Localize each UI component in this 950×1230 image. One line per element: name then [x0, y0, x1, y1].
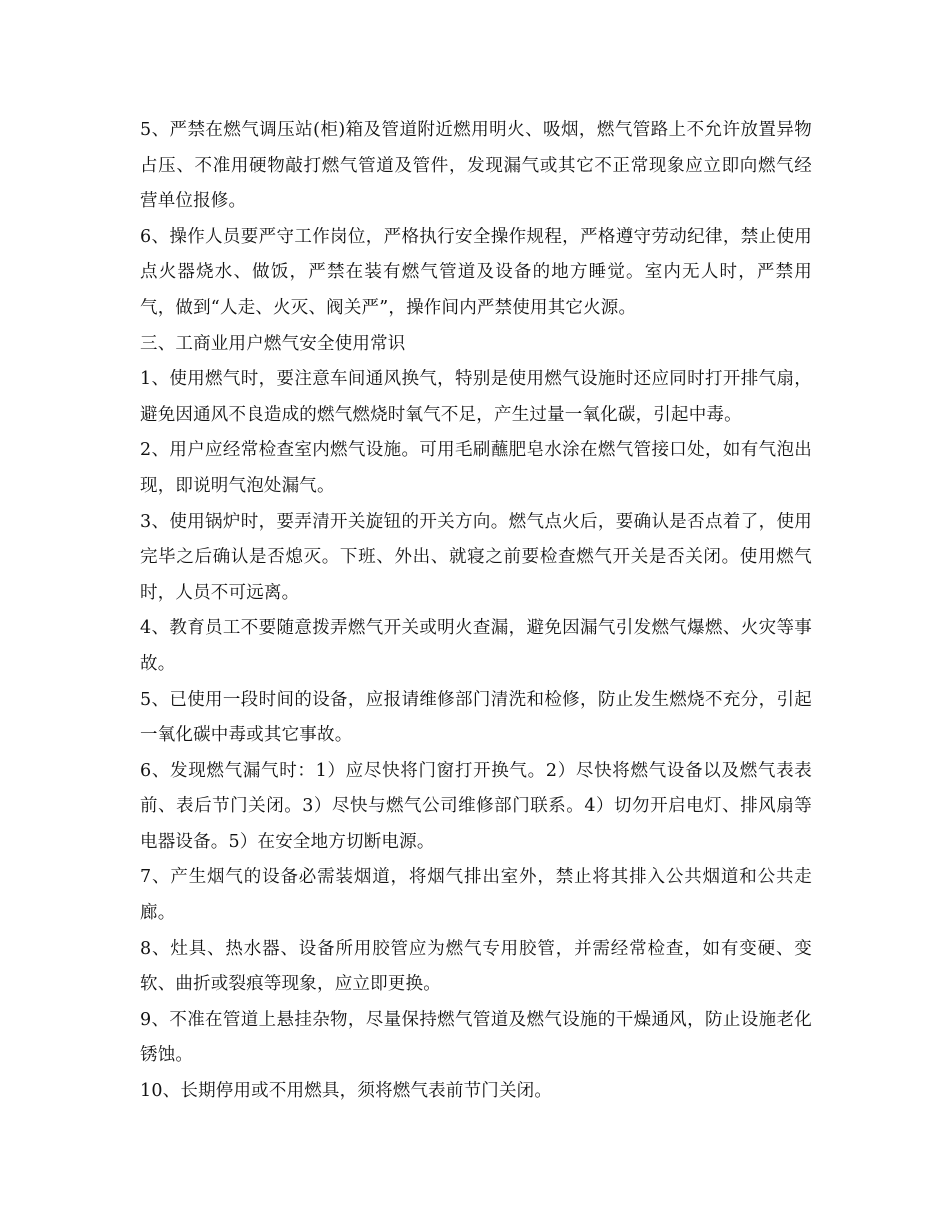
paragraph-item-9-no-hanging: 9、不准在管道上悬挂杂物，尽量保持燃气管道及燃气设施的干燥通风，防止设施老化锈蚀。 [140, 1009, 812, 1066]
paragraph-item-4-staff-education: 4、教育员工不要随意拨弄燃气开关或明火查漏，避免因漏气引发燃气爆燃、火灾等事故。 [140, 618, 812, 674]
paragraph-item-7-flue: 7、产生烟气的设备必需装烟道，将烟气排出室外，禁止将其排入公共烟道和公共走廊。 [140, 867, 812, 924]
paragraph-item-6-operator-duty: 6、操作人员要严守工作岗位，严格执行安全操作规程，严格遵守劳动纪律，禁止使用点火器烧水、做饭，严禁在装有燃气管道及设备的地方睡觉。室内无人时，严禁用气，做到“人走、火灭、阀关严”，操作间内严禁使用其它火源。 [140, 226, 812, 318]
paragraph-item-5-prohibit-open-flame: 5、严禁在燃气调压站(柜)箱及管道附近燃用明火、吸烟，燃气管路上不允许放置异物占压、不准用硬物敲打燃气管道及管件，发现漏气或其它不正常现象应立即向燃气经营单位报修。 [140, 120, 812, 212]
paragraph-item-5-maintenance: 5、已使用一段时间的设备，应报请维修部门清洗和检修，防止发生燃烧不充分，引起一氧化碳中毒或其它事故。 [140, 689, 812, 746]
paragraph-item-10-shutoff-valve: 10、长期停用或不用燃具，须将燃气表前节门关闭。 [140, 1081, 553, 1102]
paragraph-item-8-hoses: 8、灶具、热水器、设备所用胶管应为燃气专用胶管，并需经常检查，如有变硬、变软、曲折或裂痕等现象，应立即更换。 [140, 938, 812, 995]
document-body [140, 113, 812, 1110]
section-heading-commercial-safety: 三、工商业用户燃气安全使用常识 [140, 333, 406, 354]
paragraph-item-6-leak-response: 6、发现燃气漏气时：1）应尽快将门窗打开换气。2）尽快将燃气设备以及燃气表表前、表后节门关闭。3）尽快与燃气公司维修部门联系。4）切勿开启电灯、排风扇等电器设备。5）在安全地方切断电源。 [140, 760, 812, 852]
paragraph-item-1-ventilation: 1、使用燃气时，要注意车间通风换气，特别是使用燃气设施时还应同时打开排气扇，避免因通风不良造成的燃气燃烧时氧气不足，产生过量一氧化碳，引起中毒。 [140, 369, 812, 425]
paragraph-item-2-leak-check: 2、用户应经常检查室内燃气设施。可用毛刷蘸肥皂水涂在燃气管接口处，如有气泡出现，即说明气泡处漏气。 [140, 440, 812, 496]
paragraph-item-3-boiler-use: 3、使用锅炉时，要弄清开关旋钮的开关方向。燃气点火后，要确认是否点着了，使用完毕之后确认是否熄灭。下班、外出、就寝之前要检查燃气开关是否关闭。使用燃气时，人员不可远离。 [140, 511, 812, 603]
